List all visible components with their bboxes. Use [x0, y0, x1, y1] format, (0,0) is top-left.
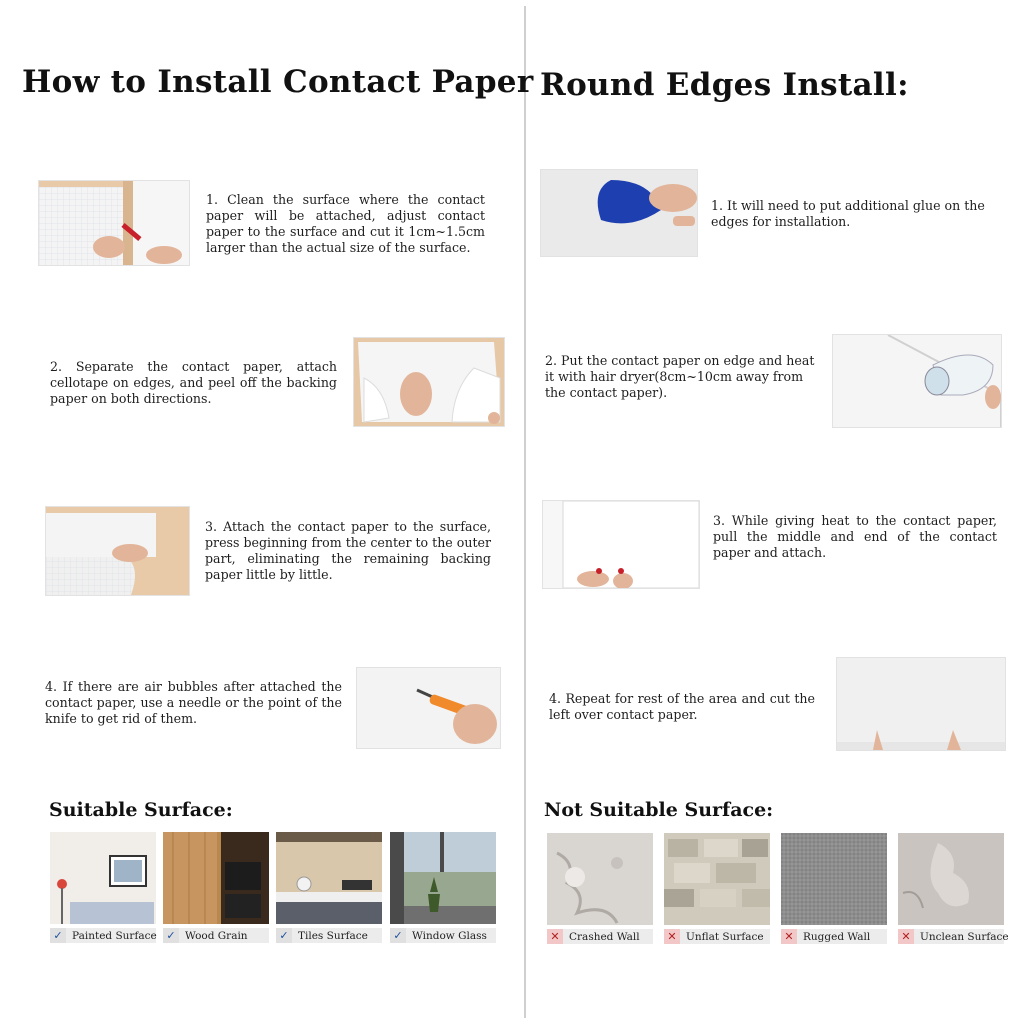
rugged-wall-photo [781, 833, 887, 925]
cross-icon: ✕ [664, 929, 680, 944]
round-step-2-text: 2. Put the contact paper on edge and heat it with hair dryer(8cm~10cm away from the contact paper). [545, 353, 815, 400]
unflat-surface-photo [664, 833, 770, 925]
suitable-surface-title: Suitable Surface: [49, 799, 233, 821]
install-step-4-text: 4. If there are air bubbles after attached the contact paper, use a needle or the point of the knife to get rid of them. [45, 679, 342, 726]
unclean-surface-photo [898, 833, 1004, 925]
surface-label: Unclean Surface [920, 930, 1009, 943]
hair-dryer-photo [832, 334, 1002, 428]
cross-icon: ✕ [781, 929, 797, 944]
window-glass-photo [390, 832, 496, 924]
scissors-photo [356, 667, 501, 749]
surface-label: Window Glass [412, 929, 487, 942]
surface-wood [163, 832, 269, 943]
surface-label: Wood Grain [185, 929, 248, 942]
check-icon: ✓ [50, 928, 66, 943]
surface-label: Crashed Wall [569, 930, 640, 943]
attaching-paper-photo [45, 506, 190, 596]
check-icon: ✓ [163, 928, 179, 943]
surface-unclean [898, 833, 1009, 944]
round-step-3-text: 3. While giving heat to the contact paper, pull the middle and end of the contact paper and attach. [713, 513, 997, 560]
surface-label: Tiles Surface [298, 929, 368, 942]
round-edges-title: Round Edges Install: [540, 67, 909, 103]
cutting-paper-photo [38, 180, 190, 266]
center-divider [524, 6, 526, 1018]
surface-painted [50, 832, 156, 943]
cross-icon: ✕ [898, 929, 914, 944]
not-suitable-surface-title: Not Suitable Surface: [544, 799, 774, 821]
surface-crashed [547, 833, 653, 944]
surface-label: Unflat Surface [686, 930, 764, 943]
round-step-4-text: 4. Repeat for rest of the area and cut the left over contact paper. [549, 691, 815, 722]
surface-rugged [781, 833, 887, 944]
surface-unflat [664, 833, 770, 944]
surface-label: Painted Surface [72, 929, 157, 942]
crashed-wall-photo [547, 833, 653, 925]
surface-label: Rugged Wall [803, 930, 871, 943]
holding-paper-photo [836, 657, 1006, 751]
check-icon: ✓ [390, 928, 406, 943]
install-step-1-text: 1. Clean the surface where the contact paper will be attached, adjust contact paper to the surface and cut it 1cm~1.5cm larger than the actual size of the surface. [206, 192, 485, 255]
install-step-2-text: 2. Separate the contact paper, attach cellotape on edges, and peel off the backing paper on both directions. [50, 359, 337, 406]
wood-grain-photo [163, 832, 269, 924]
tiles-surface-photo [276, 832, 382, 924]
surface-glass [390, 832, 496, 943]
check-icon: ✓ [276, 928, 292, 943]
surface-tiles [276, 832, 382, 943]
install-step-3-text: 3. Attach the contact paper to the surface, press beginning from the center to the outer part, eliminating the remaining backing paper little by little. [205, 519, 491, 582]
painted-surface-photo [50, 832, 156, 924]
cleaning-cloth-photo [540, 169, 698, 257]
pulling-paper-photo [542, 500, 700, 589]
peeling-backing-photo [353, 337, 505, 427]
round-step-1-text: 1. It will need to put additional glue on the edges for installation. [711, 198, 985, 229]
cross-icon: ✕ [547, 929, 563, 944]
install-title: How to Install Contact Paper [22, 64, 534, 100]
